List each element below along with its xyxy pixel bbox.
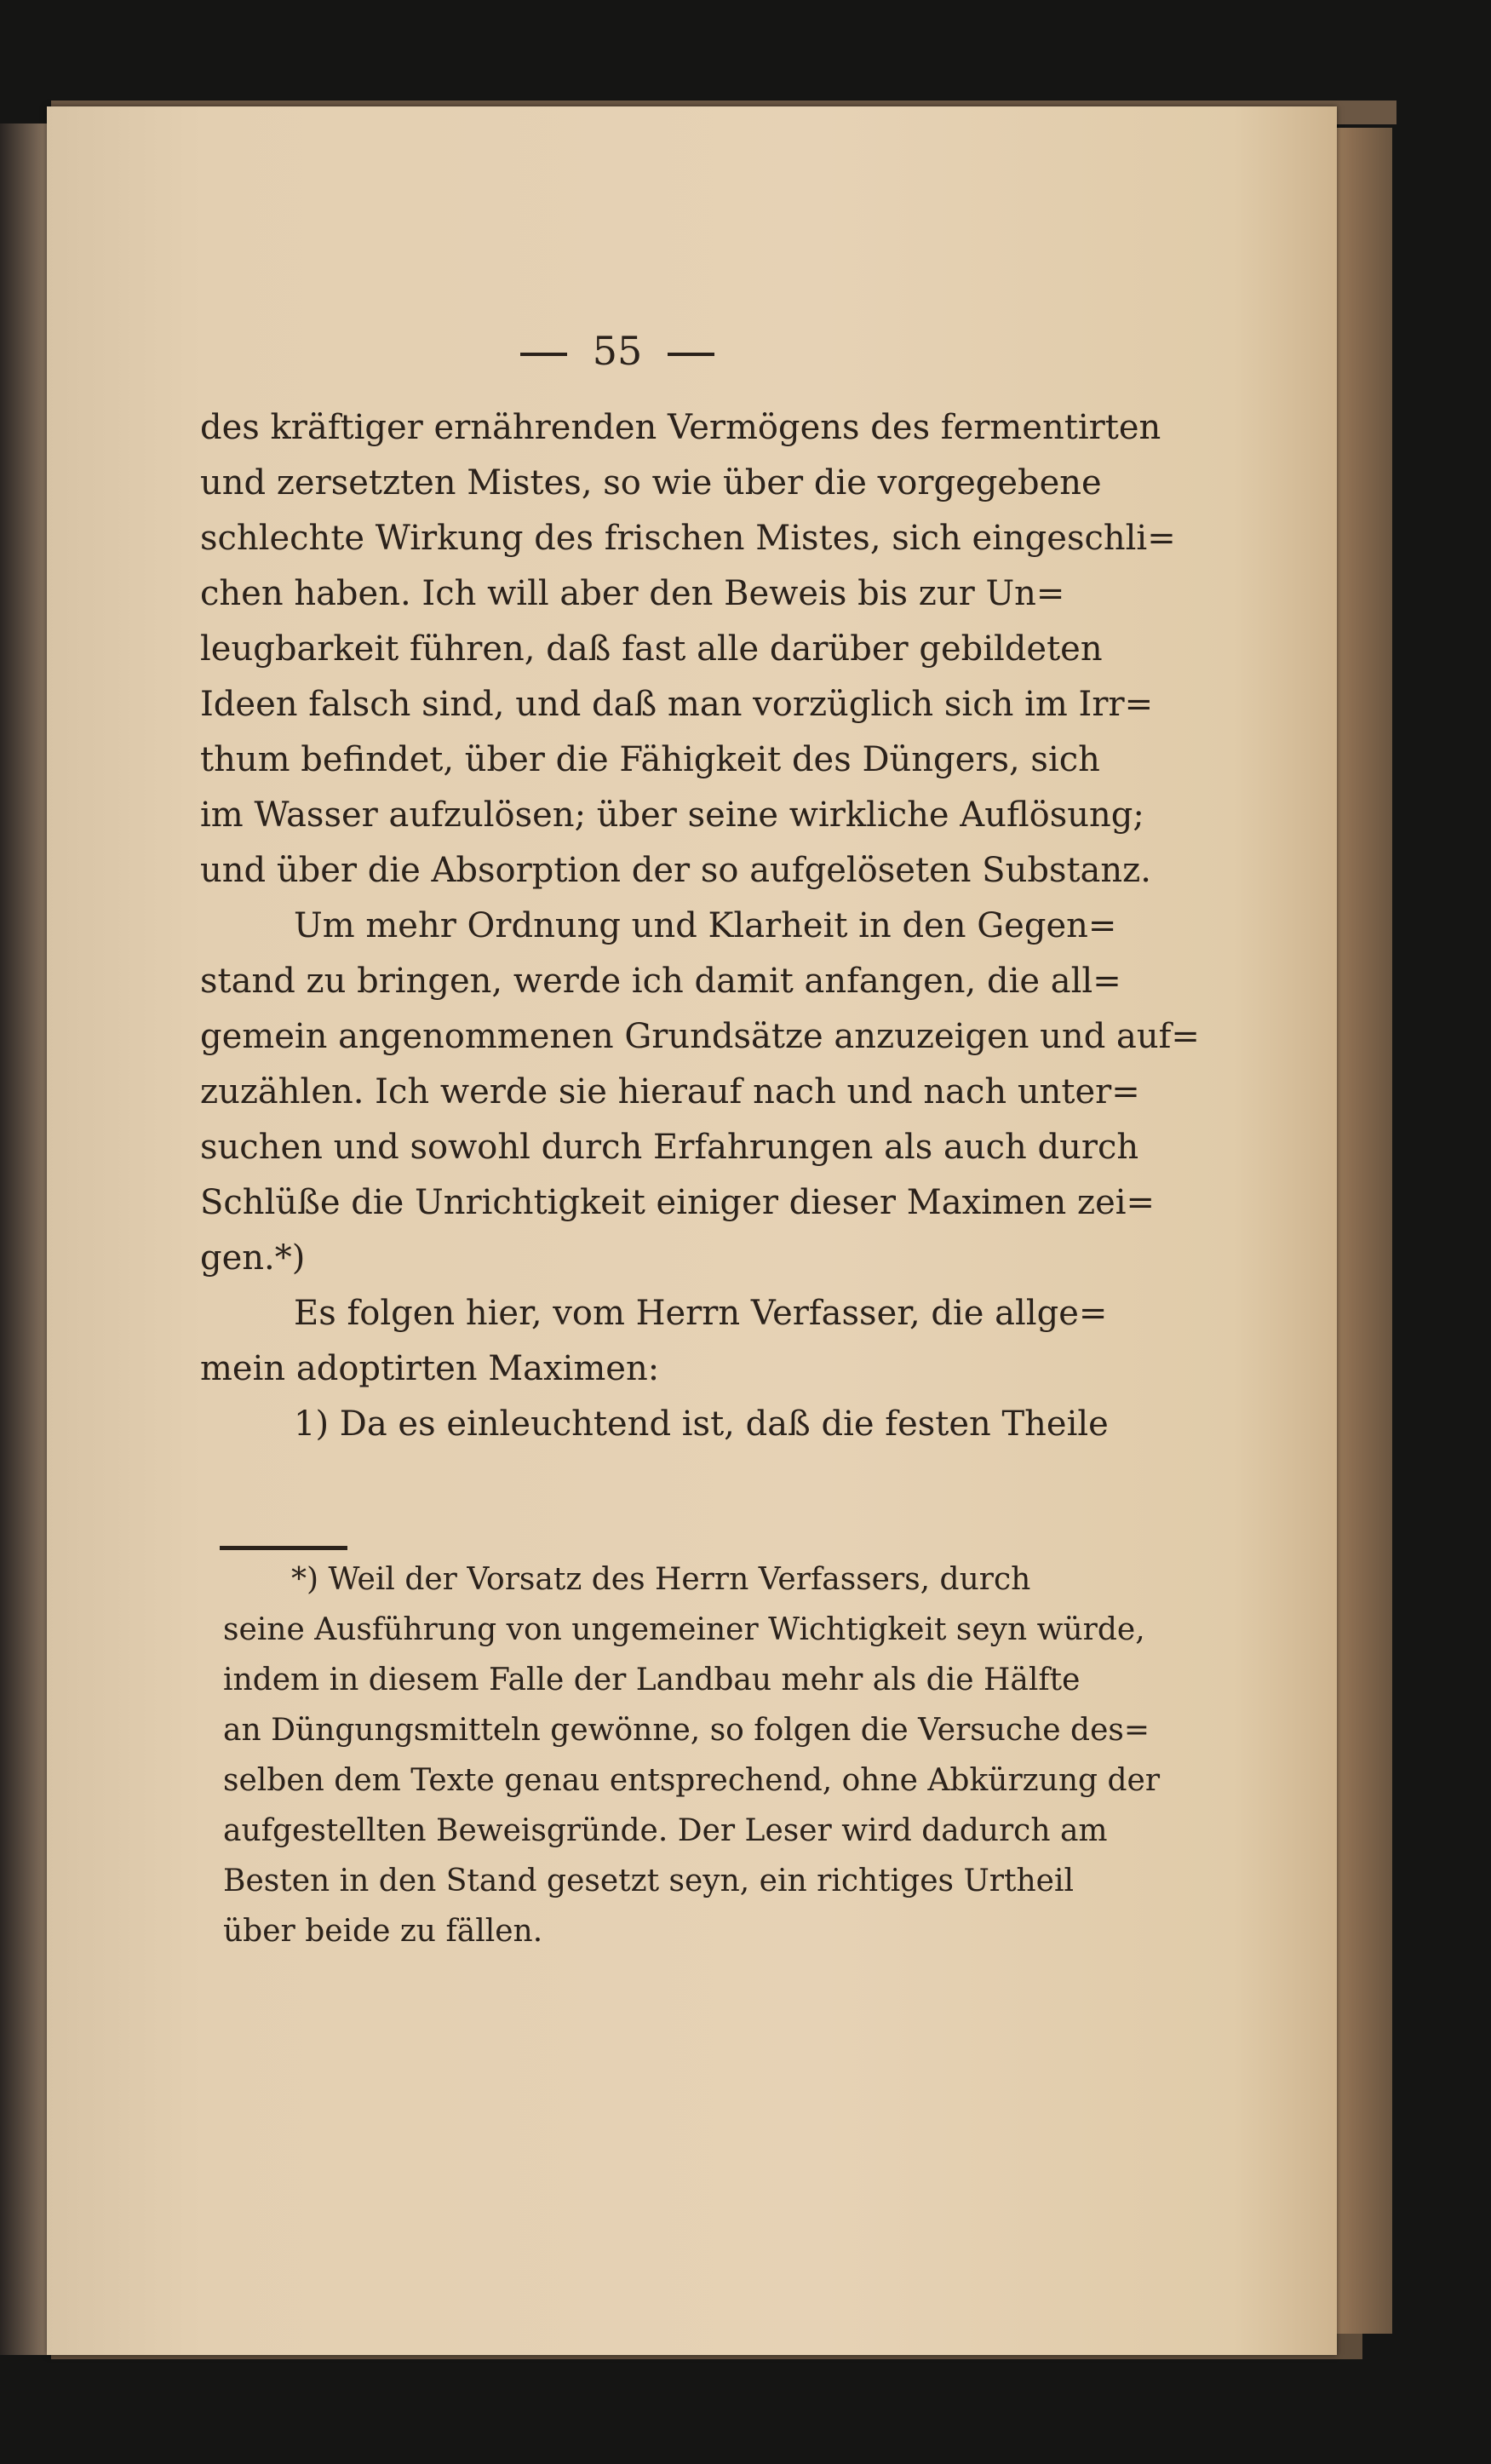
header-dash-left <box>520 353 567 356</box>
page-number: 55 <box>592 328 643 374</box>
body-line: im Wasser aufzulösen; über seine wirkliche Auflösung; <box>200 795 1144 835</box>
footnote-line: *) Weil der Vorsatz des Herrn Verfassers, durch <box>291 1562 1031 1597</box>
body-line: Ideen falsch sind, und daß man vorzüglich sich im Irr= <box>200 685 1154 724</box>
footnote-line: indem in diesem Falle der Landbau mehr als die Hälfte <box>223 1663 1081 1697</box>
footnote-line: selben dem Texte genau entsprechend, ohne Abkürzung der <box>223 1763 1161 1798</box>
footnote-line: aufgestellten Beweisgründe. Der Leser wird dadurch am <box>223 1813 1108 1848</box>
header-dash-right <box>668 353 714 356</box>
body-line: chen haben. Ich will aber den Beweis bis zur Un= <box>200 574 1065 613</box>
body-line: leugbarkeit führen, daß fast alle darüber gebildeten <box>200 629 1103 669</box>
body-line: gemein angenommenen Grundsätze anzuzeigen und auf= <box>200 1017 1200 1056</box>
body-line: Es folgen hier, vom Herrn Verfasser, die allge= <box>294 1294 1108 1333</box>
footnote-line: über beide zu fällen. <box>223 1914 543 1949</box>
body-line: schlechte Wirkung des frischen Mistes, sich eingeschli= <box>200 519 1176 558</box>
body-line: mein adoptirten Maximen: <box>200 1349 660 1388</box>
body-line: Um mehr Ordnung und Klarheit in den Gegen= <box>294 906 1117 945</box>
body-line: thum befindet, über die Fähigkeit des Düngers, sich <box>200 740 1100 779</box>
footnote-rule <box>220 1546 347 1550</box>
footnote-line: Besten in den Stand gesetzt seyn, ein richtiges Urtheil <box>223 1864 1074 1898</box>
footnote-line: an Düngungsmitteln gewönne, so folgen die Versuche des= <box>223 1713 1150 1748</box>
footnote-line: seine Ausführung von ungemeiner Wichtigkeit seyn würde, <box>223 1612 1145 1647</box>
body-line: und über die Absorption der so aufgelöseten Substanz. <box>200 851 1151 890</box>
body-line: des kräftiger ernährenden Vermögens des fermentirten <box>200 408 1161 447</box>
body-line: zuzählen. Ich werde sie hierauf nach und nach unter= <box>200 1072 1140 1111</box>
body-line: und zersetzten Mistes, so wie über die vorgegebene <box>200 463 1102 503</box>
footnote <box>223 1554 1161 1956</box>
page-header <box>490 328 745 374</box>
body-text <box>200 400 1200 1452</box>
body-line: stand zu bringen, werde ich damit anfangen, die all= <box>200 962 1121 1001</box>
body-line: suchen und sowohl durch Erfahrungen als auch durch <box>200 1128 1139 1167</box>
body-line: Schlüße die Unrichtigkeit einiger dieser Maximen zei= <box>200 1183 1156 1222</box>
body-line: 1) Da es einleuchtend ist, daß die festen Theile <box>294 1404 1109 1444</box>
body-line: gen.*) <box>200 1238 306 1278</box>
